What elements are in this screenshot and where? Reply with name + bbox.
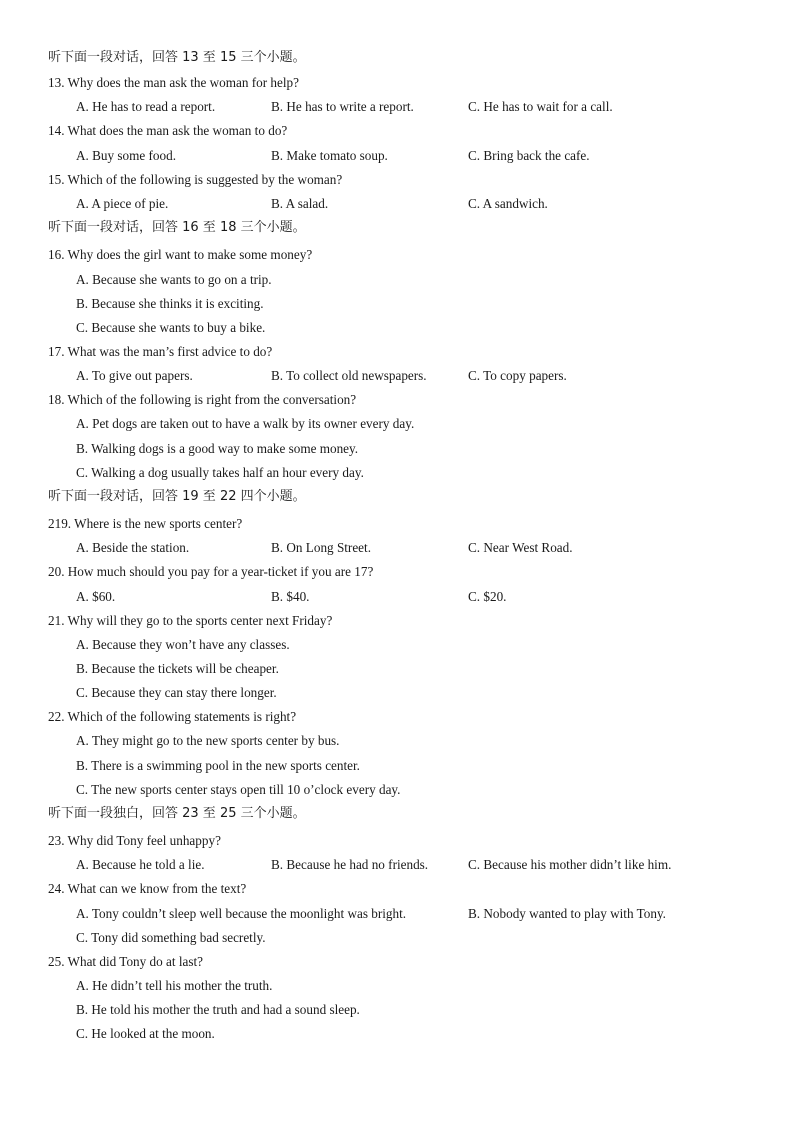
option-16-a: A. Because she wants to go on a trip. (76, 272, 272, 287)
option-13-b: B. He has to write a report. (271, 99, 414, 114)
option-15-a: A. A piece of pie. (76, 196, 169, 211)
question-13-text: 13. Why does the man ask the woman for help? (48, 75, 299, 90)
question-20 (0, 560, 794, 584)
option-22-b: B. There is a swimming pool in the new sports center. (76, 758, 360, 773)
question-19 (0, 512, 794, 536)
option-20-b: B. $40. (271, 589, 310, 604)
question-14-options (0, 144, 794, 168)
option-20-a: A. $60. (76, 589, 116, 604)
option-15-b: B. A salad. (271, 196, 329, 211)
option-21-c: C. Because they can stay there longer. (76, 685, 277, 700)
option-16-c: C. Because she wants to buy a bike. (76, 320, 266, 335)
option-14-b: B. Make tomato soup. (271, 148, 388, 163)
section-heading-1 (0, 46, 794, 70)
option-19-a: A. Beside the station. (76, 540, 190, 555)
option-25-c-row (0, 1022, 794, 1046)
question-21-text: 21. Why will they go to the sports center next Friday? (48, 613, 333, 628)
option-15-c: C. A sandwich. (468, 196, 548, 211)
question-18 (0, 388, 794, 412)
section-heading-text: 听下面一段对话，回答 13 至 15 三个小题。 (48, 50, 306, 65)
question-24-text: 24. What can we know from the text? (48, 881, 247, 896)
question-24 (0, 877, 794, 901)
question-16-text: 16. Why does the girl want to make some money? (48, 247, 313, 262)
question-23-options (0, 853, 794, 877)
question-15 (0, 168, 794, 192)
question-16 (0, 243, 794, 267)
question-18-text: 18. Which of the following is right from the conversation? (48, 392, 357, 407)
question-25-text: 25. What did Tony do at last? (48, 954, 203, 969)
question-19-options (0, 536, 794, 560)
option-13-a: A. He has to read a report. (76, 99, 216, 114)
option-25-c: C. He looked at the moon. (76, 1026, 215, 1041)
question-25 (0, 950, 794, 974)
option-23-a: A. Because he told a lie. (76, 857, 205, 872)
option-18-a: A. Pet dogs are taken out to have a walk by its owner every day. (76, 416, 415, 431)
option-16-a-row (0, 268, 794, 292)
question-23 (0, 829, 794, 853)
option-21-a: A. Because they won’t have any classes. (76, 637, 290, 652)
option-22-a: A. They might go to the new sports center by bus. (76, 733, 340, 748)
question-24-options (0, 902, 794, 926)
question-17-options (0, 364, 794, 388)
option-24-c: C. Tony did something bad secretly. (76, 930, 266, 945)
question-14 (0, 119, 794, 143)
question-22-text: 22. Which of the following statements is right? (48, 709, 297, 724)
section-heading-4 (0, 802, 794, 826)
option-19-b: B. On Long Street. (271, 540, 371, 555)
option-21-b: B. Because the tickets will be cheaper. (76, 661, 279, 676)
option-19-c: C. Near West Road. (468, 540, 573, 555)
question-22 (0, 705, 794, 729)
option-23-c: C. Because his mother didn’t like him. (468, 857, 672, 872)
question-13-options (0, 95, 794, 119)
option-18-b-row (0, 437, 794, 461)
option-25-b: B. He told his mother the truth and had a sound sleep. (76, 1002, 360, 1017)
option-17-c: C. To copy papers. (468, 368, 567, 383)
option-24-b: B. Nobody wanted to play with Tony. (468, 906, 666, 921)
option-18-c: C. Walking a dog usually takes half an hour every day. (76, 465, 364, 480)
question-15-text: 15. Which of the following is suggested by the woman? (48, 172, 343, 187)
section-heading-text: 听下面一段独白，回答 23 至 25 三个小题。 (48, 806, 306, 821)
option-21-a-row (0, 633, 794, 657)
section-heading-2 (0, 216, 794, 240)
option-22-b-row (0, 754, 794, 778)
option-16-b: B. Because she thinks it is exciting. (76, 296, 264, 311)
option-25-a-row (0, 974, 794, 998)
option-21-b-row (0, 657, 794, 681)
option-16-b-row (0, 292, 794, 316)
option-18-b: B. Walking dogs is a good way to make some money. (76, 441, 359, 456)
option-20-c: C. $20. (468, 589, 507, 604)
option-22-c-row (0, 778, 794, 802)
section-heading-3 (0, 485, 794, 509)
question-13 (0, 71, 794, 95)
option-21-c-row (0, 681, 794, 705)
option-24-c-row (0, 926, 794, 950)
question-19-text: 219. Where is the new sports center? (48, 516, 243, 531)
question-23-text: 23. Why did Tony feel unhappy? (48, 833, 221, 848)
question-20-text: 20. How much should you pay for a year-ticket if you are 17? (48, 564, 374, 579)
option-25-b-row (0, 998, 794, 1022)
option-17-b: B. To collect old newspapers. (271, 368, 427, 383)
option-22-a-row (0, 729, 794, 753)
option-23-b: B. Because he had no friends. (271, 857, 429, 872)
option-22-c: C. The new sports center stays open till 10 o’clock every day. (76, 782, 401, 797)
option-25-a: A. He didn’t tell his mother the truth. (76, 978, 273, 993)
question-17 (0, 340, 794, 364)
question-21 (0, 609, 794, 633)
question-17-text: 17. What was the man’s first advice to do? (48, 344, 273, 359)
option-18-a-row (0, 412, 794, 436)
section-heading-text: 听下面一段对话，回答 16 至 18 三个小题。 (48, 220, 306, 235)
question-14-text: 14. What does the man ask the woman to do? (48, 123, 288, 138)
option-13-c: C. He has to wait for a call. (468, 99, 613, 114)
option-14-a: A. Buy some food. (76, 148, 177, 163)
option-17-a: A. To give out papers. (76, 368, 193, 383)
question-20-options (0, 585, 794, 609)
question-15-options (0, 192, 794, 216)
section-heading-text: 听下面一段对话，回答 19 至 22 四个小题。 (48, 489, 306, 504)
option-16-c-row (0, 316, 794, 340)
option-18-c-row (0, 461, 794, 485)
option-14-c: C. Bring back the cafe. (468, 148, 590, 163)
option-24-a: A. Tony couldn’t sleep well because the moonlight was bright. (76, 906, 407, 921)
